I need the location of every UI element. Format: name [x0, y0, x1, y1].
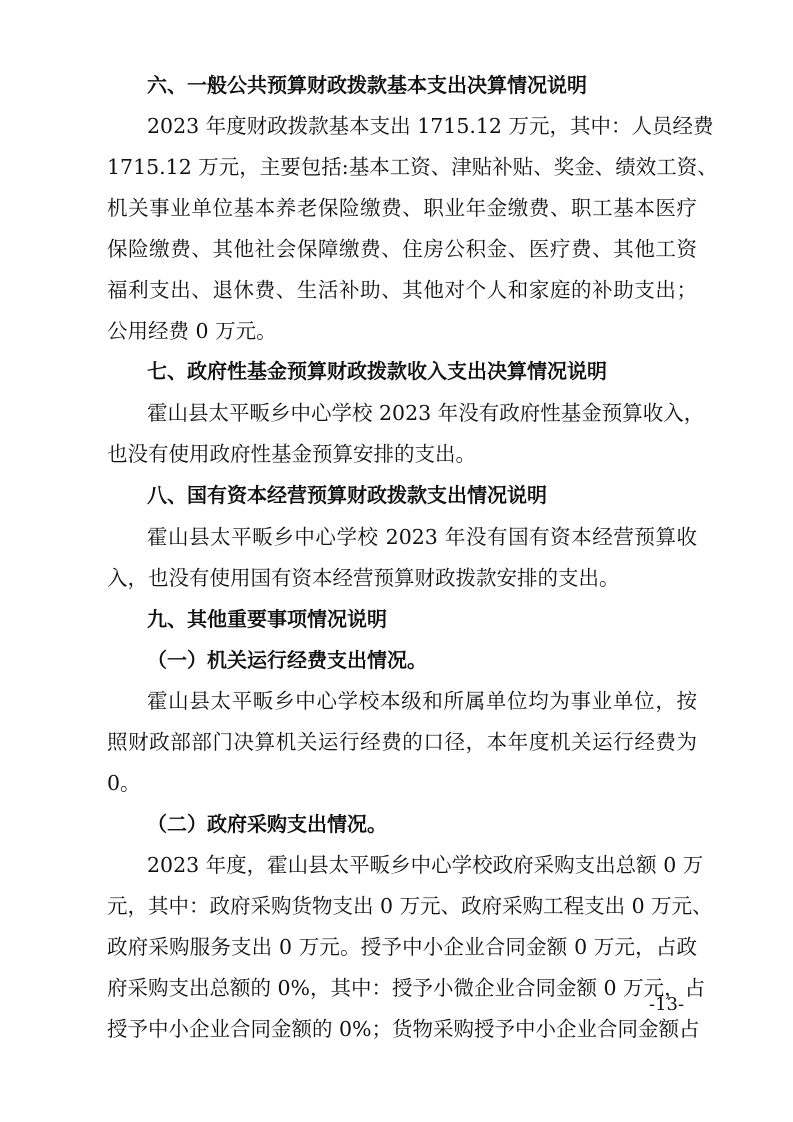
paragraph-line: 也没有使用政府性基金预算安排的支出。 — [107, 442, 476, 466]
paragraph-line: 霍山县太平畈乡中心学校 2023 年没有政府性基金预算收入， — [147, 401, 705, 425]
paragraph-line: 保险缴费、其他社会保障缴费、住房公积金、医疗费、其他工资 — [107, 237, 697, 261]
paragraph-line: 照财政部部门决算机关运行经费的口径，本年度机关运行经费为 — [107, 730, 697, 754]
section-nine-heading: 九、其他重要事项情况说明 — [147, 607, 387, 631]
paragraph-line: 公用经费 0 万元。 — [107, 319, 277, 343]
paragraph-line: 元，其中：政府采购货物支出 0 万元、政府采购工程支出 0 万元、 — [107, 894, 713, 918]
section-seven-heading: 七、政府性基金预算财政拨款收入支出决算情况说明 — [147, 359, 607, 383]
section-six-heading: 六、一般公共预算财政拨款基本支出决算情况说明 — [147, 73, 587, 97]
subsection-one-heading: （一）机关运行经费支出情况。 — [147, 648, 427, 672]
paragraph-line: 2023 年度财政拨款基本支出 1715.12 万元，其中：人员经费 — [147, 114, 714, 138]
paragraph-line: 入，也没有使用国有资本经营预算财政拨款安排的支出。 — [107, 566, 620, 590]
paragraph-line: 政府采购服务支出 0 万元。授予中小企业合同金额 0 万元，占政 — [107, 935, 697, 959]
paragraph-line: 府采购支出总额的 0%，其中：授予小微企业合同金额 0 万元，占 — [107, 976, 706, 1000]
paragraph-line: 0。 — [107, 771, 141, 795]
paragraph-line: 机关事业单位基本养老保险缴费、职业年金缴费、职工基本医疗 — [107, 196, 697, 220]
page-number: -13- — [649, 994, 685, 1015]
paragraph-line: 霍山县太平畈乡中心学校 2023 年没有国有资本经营预算收 — [147, 525, 697, 549]
paragraph-line: 1715.12 万元，主要包括:基本工资、津贴补贴、奖金、绩效工资、 — [107, 155, 718, 179]
section-eight-heading: 八、国有资本经营预算财政拨款支出情况说明 — [147, 483, 547, 507]
paragraph-line: 授予中小企业合同金额的 0%；货物采购授予中小企业合同金额占 — [107, 1017, 700, 1041]
paragraph-line: 2023 年度，霍山县太平畈乡中心学校政府采购支出总额 0 万 — [147, 853, 704, 877]
paragraph-line: 霍山县太平畈乡中心学校本级和所属单位均为事业单位，按 — [147, 689, 697, 713]
subsection-two-heading: （二）政府采购支出情况。 — [147, 812, 387, 836]
paragraph-line: 福利支出、退休费、生活补助、其他对个人和家庭的补助支出； — [107, 278, 697, 302]
